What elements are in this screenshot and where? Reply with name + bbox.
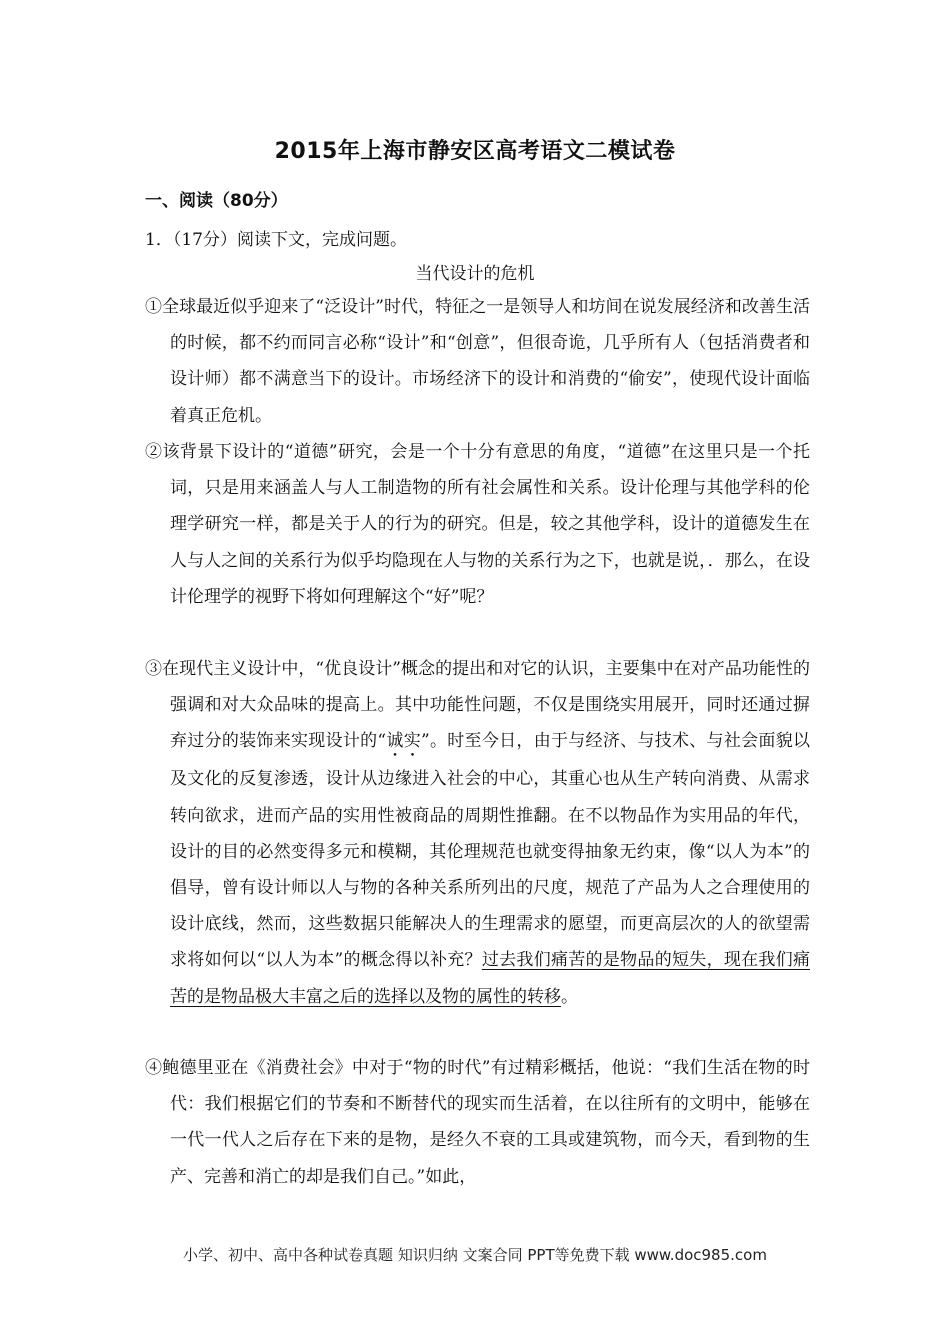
article-title: 当代设计的危机 [415, 264, 535, 284]
paragraph-1: ①全球最近似乎迎来了“泛设计”时代，特征之一是领导人和坊间在说发展经济和改善生活的时候，都不约而同言必称“设计”和“创意”，但很奇诡，几乎所有人（包括消费者和设计师）都不满意当下的设计。市场经济下的设计和消费的“偷安”，使现代设计面临着真正危机。 [145, 297, 810, 426]
exam-title: 2015年上海市静安区高考语文二模试卷 [274, 139, 676, 164]
paragraph-3 [145, 651, 810, 1015]
paragraph-3-text-a: ③在现代主义设计中，“优良设计”概念的提出和对它的认识，主要集中在对产品功能性的强调和对大众品味的提高上。其中功能性问题，不仅是围绕实用展开，同时还通过摒弃过分的装饰来实现设计的“ [145, 659, 810, 752]
question-prompt: 1．（17分）阅读下文，完成问题。 [145, 230, 407, 250]
underlined-sentence: 过去我们痛苦的是物品的短失，现在我们痛苦的是物品极大丰富之后的选择以及物的属性的转移 [170, 950, 811, 1007]
footer-watermark: 小学、初中、高中各种试卷真题 知识归纳 文案合同 PPT等免费下载 www.doc985.com [183, 1246, 767, 1264]
paragraph-3-text-b: ”。时至今日，由于与经济、与技术、与社会面貌以及文化的反复渗透，设计从边缘进入社会的中心，其重心也从生产转向消费、从需求转向欲求，进而产品的实用性被商品的周期性推翻。在不以物品作为实用品的年代，设计的目的必然变得多元和模糊，其伦理规范也就变得抽象无约束，像“以人为本”的倡导，曾有设计师以人与物的各种关系所列出的尺度，规范了产品为人之合理使用的设计底线，然而，这些数据只能解决人的生理需求的愿望，而更高层次的人的欲望需求将如何以“以人为本”的概念得以补充？ [170, 731, 810, 971]
paragraph-4: ④鲍德里亚在《消费社会》中对于“物的时代”有过精彩概括，他说：“我们生活在物的时代：我们根据它们的节奏和不断替代的现实而生活着，在以往所有的文明中，能够在一代一代人之后存在下来的是物，是经久不衰的工具或建筑物，而今天，看到物的生产、完善和消亡的却是我们自己。”如此， [145, 1058, 810, 1187]
section-heading: 一、阅读（80分） [145, 191, 288, 211]
paragraph-2: ②该背景下设计的“道德”研究，会是一个十分有意思的角度，“道德”在这里只是一个托词，只是用来涵盖人与人工制造物的所有社会属性和关系。设计伦理与其他学科的伦理学研究一样，都是关于人的行为的研究。但是，较之其他学科，设计的道德发生在人与人之间的关系行为似乎均隐现在人与物的关系行为之下，也就是说，．那么，在设计伦理学的视野下将如何理解这个“好”呢？ [145, 442, 810, 607]
emphasis-dotted-text: 诚实 [386, 731, 421, 752]
paragraph-3-text-c: 。 [561, 986, 578, 1007]
